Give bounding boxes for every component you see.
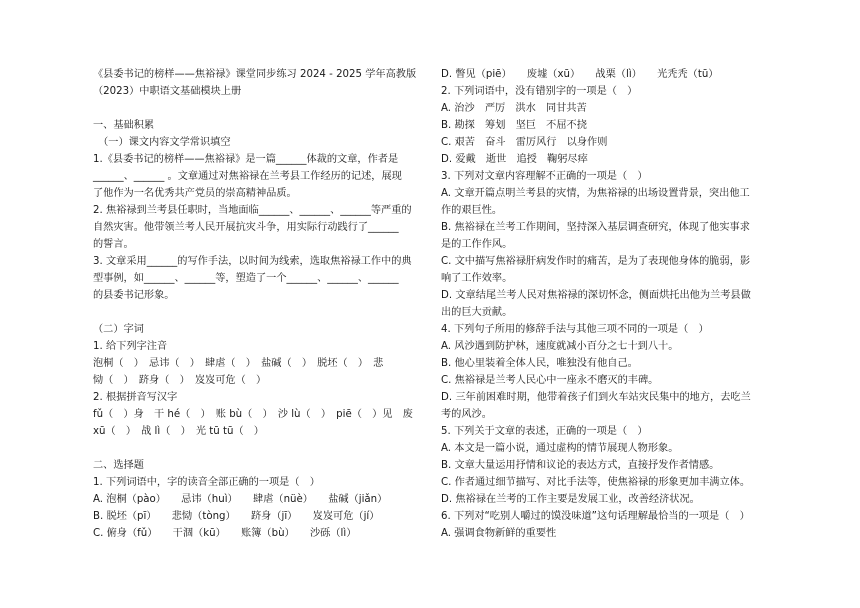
text-line [93, 100, 425, 117]
text-line: 出的巨大贡献。 [441, 307, 513, 318]
text-line: C. 作者通过细节描写、对比手法等，使焦裕禄的形象更加丰满立体。 [441, 477, 751, 488]
text-line: 1. 下列词语中，字的读音全部正确的一项是（ ） [93, 477, 320, 488]
text-line: B. 脱坯（pī） 悲恸（tòng） 跻身（jī） 岌岌可危（jí） [93, 511, 380, 522]
text-line: A. 治沙 严厉 洪水 同甘共苦 [441, 103, 587, 114]
text-line: C. 俯身（fǔ） 干涸（kū） 账簿（bù） 沙砾（lì） [93, 528, 357, 539]
text-line: A. 风沙遇到防护林，速度就减小百分之七十到八十。 [441, 341, 679, 352]
text-line: 1.《县委书记的榜样——焦裕禄》是一篇______体裁的文章，作者是 [93, 154, 399, 165]
left-column [93, 66, 425, 542]
text-line: fǔ（ ）身 干 hé（ ） 账 bù（ ） 沙 lù（ ） piē（ ）见 废 [93, 409, 413, 420]
right-column [441, 66, 777, 542]
text-line: 2. 根据拼音写汉字 [93, 392, 178, 403]
text-line: D. 文章结尾兰考人民对焦裕禄的深切怀念，侧面烘托出他为兰考县做 [441, 290, 751, 301]
text-line: B. 焦裕禄在兰考工作期间，坚持深入基层调查研究，体现了他实事求 [441, 222, 750, 233]
text-line: A. 强调食物新鲜的重要性 [441, 528, 557, 539]
text-line: 5. 下列关于文章的表述，正确的一项是（ ） [441, 426, 648, 437]
text-line: ______、______ 。文章通过对焦裕禄在兰考县工作经历的记述，展现 [93, 171, 402, 182]
text-line: 一、基础积累 [93, 120, 155, 131]
text-line: 作的艰巨性。 [441, 205, 503, 216]
text-line: C. 艰苦 奋斗 雷厉风行 以身作则 [441, 137, 608, 148]
text-line: 二、选择题 [93, 460, 144, 471]
text-line: 是的工作作风。 [441, 239, 513, 250]
text-line: D. 焦裕禄在兰考的工作主要是发展工业，改善经济状况。 [441, 494, 700, 505]
text-line: 的誓言。 [93, 239, 134, 250]
text-line: 4. 下列句子所用的修辞手法与其他三项不同的一项是（ ） [441, 324, 709, 335]
text-line: 的县委书记形象。 [93, 290, 175, 301]
text-line: 2. 焦裕禄到兰考县任职时，当地面临______、______、______等严重的 [93, 205, 412, 216]
text-line: 《县委书记的榜样——焦裕禄》课堂同步练习 2024 - 2025 学年高教版 [93, 69, 417, 80]
text-line: C. 文中描写焦裕禄肝病发作时的痛苦，是为了表现他身体的脆弱，影 [441, 256, 751, 267]
text-line: B. 文章大量运用抒情和议论的表达方式，直接抒发作者情感。 [441, 460, 720, 471]
text-line: 泡桐（ ） 忌讳（ ） 肆虐（ ） 盐碱（ ） 脱坯（ ） 悲 [93, 358, 384, 369]
text-line: A. 泡桐（pào） 忌讳（huì） 肆虐（nüè） 盐碱（jiǎn） [93, 494, 388, 505]
text-line: 6. 下列对“吃别人嚼过的馍没味道”这句话理解最恰当的一项是（ ） [441, 511, 750, 522]
text-line [93, 440, 425, 457]
text-line: A. 文章开篇点明兰考县的灾情，为焦裕禄的出场设置背景，突出他工 [441, 188, 750, 199]
text-line: （二）字词 [93, 324, 144, 335]
text-line: 自然灾害。他带领兰考人民开展抗灾斗争，用实际行动践行了______ [93, 222, 399, 233]
text-line: 响了工作效率。 [441, 273, 513, 284]
text-line: 恸（ ） 跻身（ ） 岌岌可危（ ） [93, 375, 267, 386]
text-line: 3. 文章采用______的写作手法，以时间为线索，选取焦裕禄工作中的典 [93, 256, 412, 267]
text-line: 了他作为一名优秀共产党员的崇高精神品质。 [93, 188, 297, 199]
text-line: C. 焦裕禄是兰考人民心中一座永不磨灭的丰碑。 [441, 375, 659, 386]
text-line: （2023）中职语文基础模块上册 [93, 86, 242, 97]
text-line [93, 304, 425, 321]
text-line: xū（ ） 战 lì（ ） 光 tū tū（ ） [93, 426, 264, 437]
text-line: B. 勘探 筹划 坚巨 不屈不挠 [441, 120, 587, 131]
text-line: D. 爱戴 逝世 追授 鞠躬尽瘁 [441, 154, 588, 165]
text-line: 型事例，如______、______等，塑造了一个______、______、______ [93, 273, 399, 284]
text-line: 1. 给下列字注音 [93, 341, 168, 352]
text-line: 2. 下列词语中，没有错别字的一项是（ ） [441, 86, 638, 97]
text-line: D. 三年前困难时期，他带着孩子们到火车站灾民集中的地方，去吃兰 [441, 392, 751, 403]
text-line: 3. 下列对文章内容理解不正确的一项是（ ） [441, 171, 648, 182]
text-line: 考的风沙。 [441, 409, 492, 420]
text-line: A. 本文是一篇小说，通过虚构的情节展现人物形象。 [441, 443, 679, 454]
text-line: D. 瞥见（piē） 废墟（xū） 战栗（lì） 光秃秃（tū） [441, 69, 719, 80]
text-line: B. 他心里装着全体人民，唯独没有他自己。 [441, 358, 638, 369]
text-line: （一）课文内容文学常识填空 [93, 137, 231, 148]
